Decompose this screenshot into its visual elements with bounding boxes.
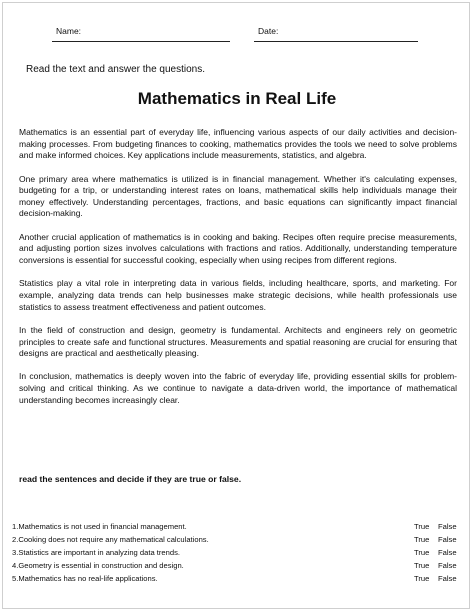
date-label: Date: (258, 26, 279, 36)
question-row (12, 546, 462, 559)
paragraph: In the field of construction and design, geometry is fundamental. Architects and engineers rely on geometric principles to create safe and functional structures. Measurements and spatial reasoning are crucial for ensuring that designs are practical and aesthetically pleasing. (19, 324, 457, 359)
false-option[interactable]: False (438, 548, 457, 557)
true-option[interactable]: True (414, 535, 430, 544)
true-option[interactable]: True (414, 561, 430, 570)
question-row (12, 572, 462, 585)
question-row (12, 559, 462, 572)
instruction-text: Read the text and answer the questions. (26, 64, 206, 75)
date-line[interactable] (254, 41, 418, 42)
true-option[interactable]: True (414, 522, 430, 531)
question-row (12, 533, 462, 546)
paragraph: Mathematics is an essential part of everyday life, influencing various aspects of our daily activities and decision-making processes. From budgeting finances to cooking, mathematics provides the tools we need to solve problems and make informed choices. Key applications include measurements, statistics, and algebra. (19, 127, 457, 161)
question-list (12, 520, 462, 585)
paragraph: In conclusion, mathematics is deeply woven into the fabric of everyday life, providing essential skills for problem-solving and critical thinking. As we continue to navigate a data-driven world, the importance of mathematical understanding becomes increasingly clear. (19, 371, 457, 405)
paragraph: Statistics play a vital role in interpreting data in various fields, including healthcare, sports, and marketing. For example, analyzing data trends can help businesses make strategic decisions, while health professionals use statistics to assess treatment effectiveness and patient outcomes. (19, 278, 457, 312)
true-option[interactable]: True (414, 548, 430, 557)
false-option[interactable]: False (438, 561, 457, 570)
paragraph: One primary area where mathematics is utilized is in financial management. Whether it's calculating expenses, budgeting for a trip, or understanding interest rates on loans, mathematical skills help individuals manage their money effectively. Understanding percentages, fractions, and basic equations can significantly impact financial decision-making. (19, 173, 457, 219)
question-row (12, 520, 462, 533)
false-option[interactable]: False (438, 574, 457, 583)
questions-heading: read the sentences and decide if they are true or false. (19, 474, 242, 484)
question-text: 4.Geometry is essential in construction and design. (12, 561, 184, 570)
paragraph: Another crucial application of mathematics is in cooking and baking. Recipes often require precise measurements, and adjusting portion sizes involves calculations with fractions and ratios. Additionally, understanding temperature conversions is essential for successful cooking, especially when using recipes from different regions. (19, 231, 457, 265)
name-label: Name: (56, 26, 82, 36)
reading-passage (19, 127, 457, 418)
question-text: 5.Mathematics has no real-life applications. (12, 574, 158, 583)
false-option[interactable]: False (438, 522, 457, 531)
false-option[interactable]: False (438, 535, 457, 544)
page-title: Mathematics in Real Life (137, 89, 337, 108)
true-option[interactable]: True (414, 574, 430, 583)
question-text: 1.Mathematics is not used in financial management. (12, 522, 187, 531)
name-line[interactable] (52, 41, 230, 42)
question-text: 3.Statistics are important in analyzing data trends. (12, 548, 180, 557)
question-text: 2.Cooking does not require any mathematical calculations. (12, 535, 209, 544)
